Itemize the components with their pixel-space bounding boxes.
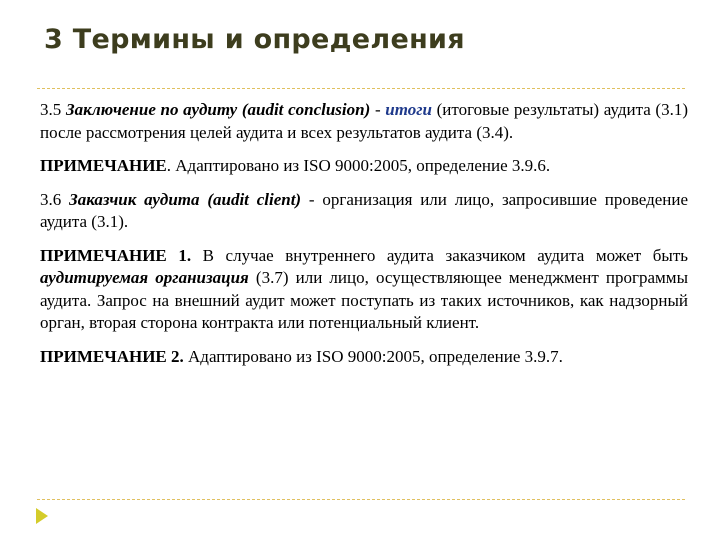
- note-text: В случае внутреннего аудита заказчиком аудита может быть: [191, 245, 688, 265]
- term-audit-client: Заказчик аудита (audit client): [69, 189, 302, 209]
- note-3-5: [40, 155, 688, 178]
- note-1-3-6: [40, 245, 688, 335]
- note-label: ПРИМЕЧАНИЕ 1.: [40, 245, 192, 265]
- slide-title: 3 Термины и определения: [44, 24, 465, 55]
- definition-text: - организация или лицо, запросившие проведение аудита (3.1).: [40, 189, 689, 231]
- slide-content: [40, 99, 688, 379]
- bottom-divider: [37, 499, 685, 500]
- note-text: (3.7) или лицо, осуществляющее менеджмент программы аудита. Запрос на внешний аудит может поступать из таких источников, как надзорный орган, вторая сторона контракта или потенциальный клиент.: [40, 268, 688, 332]
- highlighted-term: итоги: [385, 100, 432, 119]
- note-2-3-6: [40, 346, 688, 369]
- definition-text: (итоговые результаты) аудита (3.1) после рассмотрения целей аудита и всех результатов аудита (3.4).: [40, 100, 689, 142]
- definition-3-5: [40, 99, 688, 144]
- definition-3-6: [40, 189, 688, 234]
- note-text: . Адаптировано из ISO 9000:2005, определение 3.9.6.: [166, 156, 551, 175]
- note-label: ПРИМЕЧАНИЕ 2.: [40, 346, 184, 366]
- term-audit-conclusion: Заключение по аудиту (audit conclusion): [65, 100, 371, 119]
- clause-number: 3.5: [40, 100, 66, 119]
- note-text: Адаптировано из ISO 9000:2005, определение 3.9.7.: [183, 346, 563, 366]
- term-auditee: аудитируемая организация: [40, 268, 249, 287]
- triangle-bullet-icon: [36, 508, 48, 524]
- top-divider: [37, 88, 685, 89]
- dash: -: [370, 100, 386, 119]
- clause-number: 3.6: [40, 189, 70, 209]
- note-label: ПРИМЕЧАНИЕ: [40, 156, 167, 175]
